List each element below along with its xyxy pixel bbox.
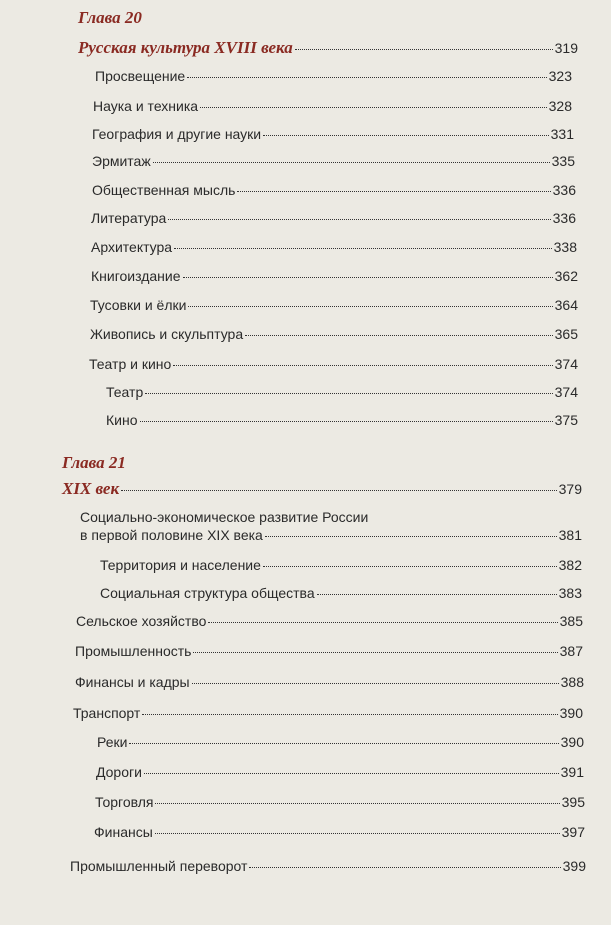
toc-entry[interactable]: Сельское хозяйство 385 [76,613,583,629]
toc-entry[interactable]: Транспорт 390 [73,705,583,721]
toc-entry[interactable]: Просвещение 323 [95,68,572,84]
toc-entry[interactable]: География и другие науки 331 [92,126,574,142]
toc-entry[interactable]: Промышленный переворот 399 [70,858,586,874]
social-economic-line1: Социально-экономическое развитие России [80,509,369,525]
toc-subentry[interactable]: Торговля 395 [95,794,585,810]
toc-entry[interactable]: Живопись и скульптура 365 [90,326,578,342]
chapter-21-title: XIX век [62,479,120,498]
toc-entry[interactable]: Книгоиздание 362 [91,268,578,284]
toc-entry[interactable]: Архитектура 338 [91,239,577,255]
toc-subentry[interactable]: Территория и население 382 [100,557,582,573]
page-number: 319 [554,40,578,56]
chapter-21-title-row[interactable] [62,479,582,499]
toc-entry[interactable]: Финансы и кадры 388 [75,674,584,690]
toc-entry[interactable]: Литература 336 [91,210,576,226]
toc-entry[interactable]: Общественная мысль 336 [92,182,576,198]
toc-subentry[interactable]: Театр 374 [106,384,578,400]
chapter-20-title-row[interactable] [78,38,578,58]
toc-subentry[interactable]: Финансы 397 [94,824,585,840]
dot-leader [295,49,553,50]
toc-subentry[interactable]: Дороги 391 [96,764,584,780]
chapter-20-title: Русская культура XVIII века [78,38,293,57]
chapter-20-number: Глава 20 [78,8,142,27]
toc-entry[interactable]: Тусовки и ёлки 364 [90,297,578,313]
toc-entry[interactable]: Промышленность 387 [75,643,583,659]
toc-subentry[interactable]: Социальная структура общества 383 [100,585,582,601]
toc-subentry[interactable]: Кино 375 [106,412,578,428]
toc-entry[interactable]: Наука и техника 328 [93,98,572,114]
toc-subentry[interactable]: Реки 390 [97,734,584,750]
page-number: 379 [558,481,582,497]
dot-leader [121,490,557,491]
toc-entry[interactable]: Театр и кино 374 [89,356,578,372]
toc-entry[interactable]: в первой половине XIX века 381 [80,527,582,543]
toc-entry[interactable]: Эрмитаж 335 [92,153,575,169]
chapter-21-number: Глава 21 [62,453,126,472]
